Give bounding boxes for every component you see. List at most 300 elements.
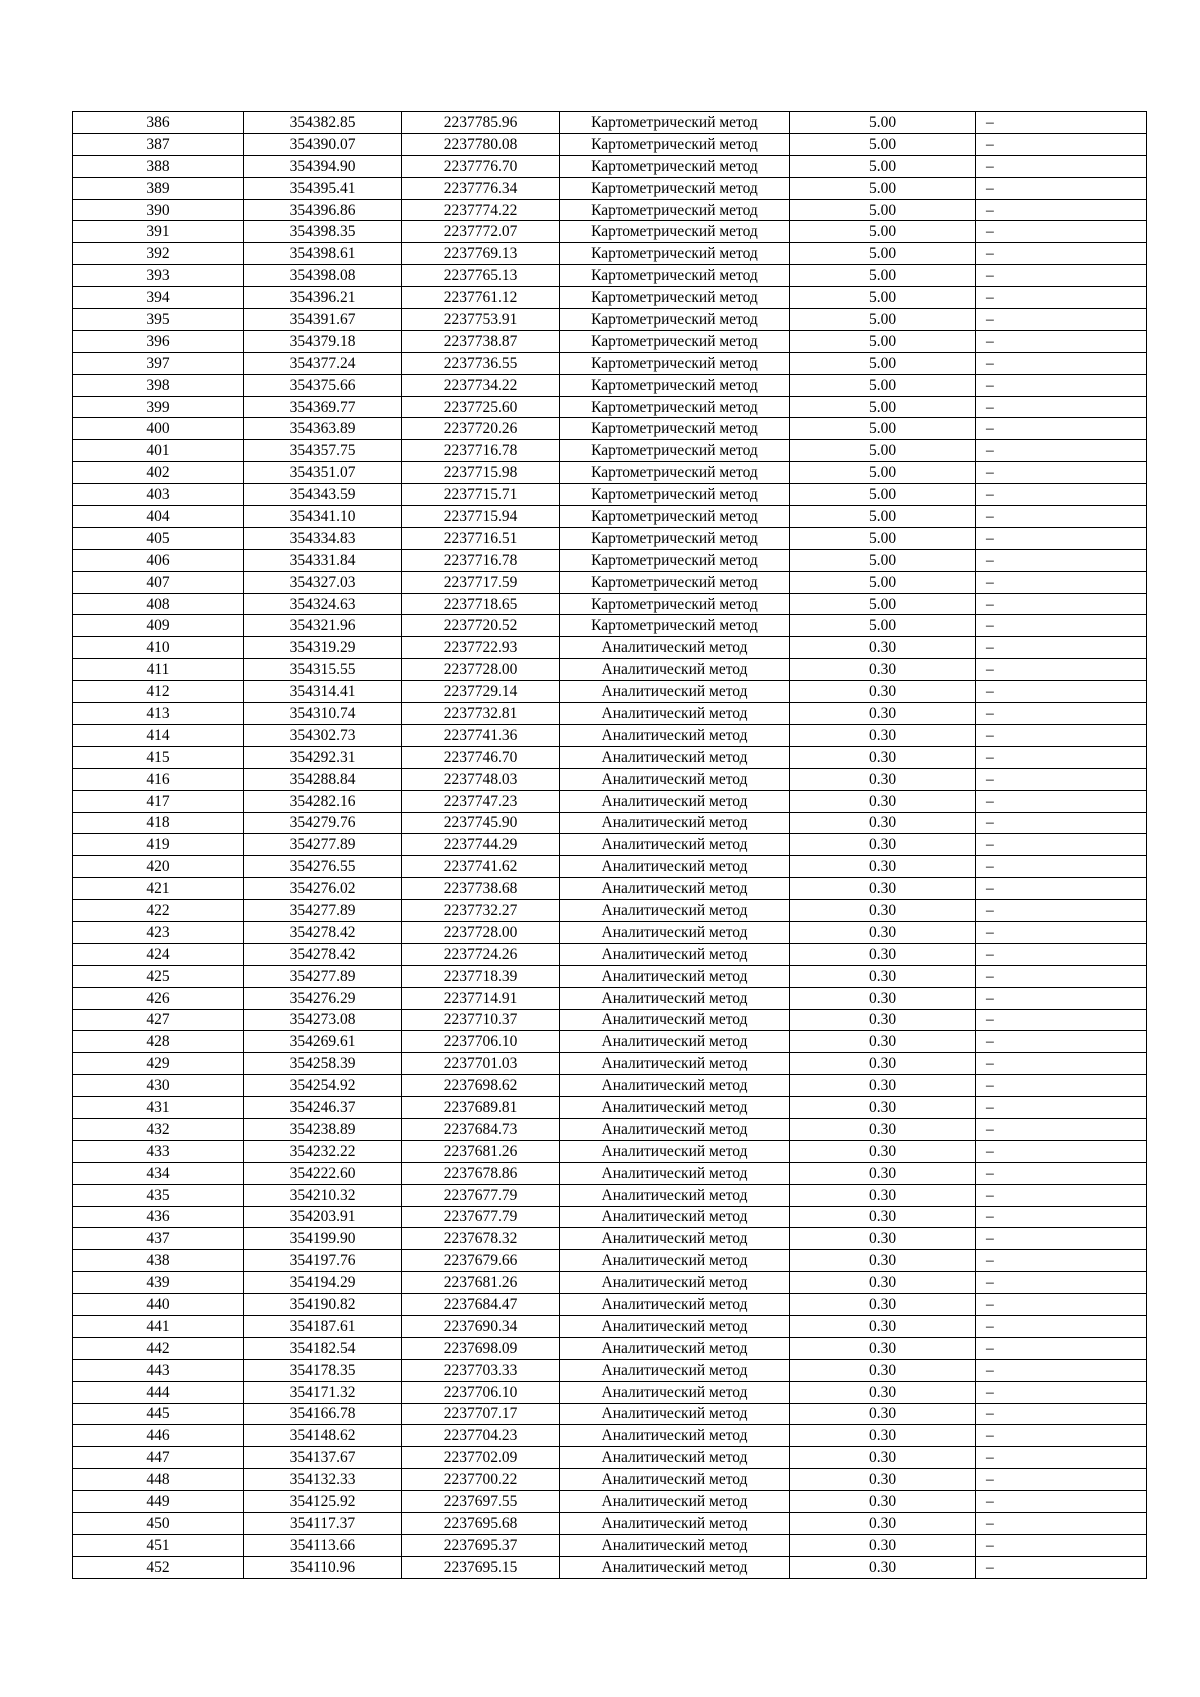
method-cell: Аналитический метод — [560, 1075, 790, 1097]
point-number-cell: 398 — [73, 374, 244, 396]
table-row — [73, 1469, 1147, 1491]
note-cell: – — [976, 1425, 1147, 1447]
method-cell: Картометрический метод — [560, 309, 790, 331]
y-coordinate-cell: 2237707.17 — [402, 1403, 560, 1425]
accuracy-cell: 0.30 — [790, 878, 976, 900]
method-cell: Аналитический метод — [560, 1491, 790, 1513]
point-number-cell: 422 — [73, 900, 244, 922]
method-cell: Аналитический метод — [560, 1403, 790, 1425]
accuracy-cell: 0.30 — [790, 790, 976, 812]
accuracy-cell: 0.30 — [790, 1097, 976, 1119]
x-coordinate-cell: 354232.22 — [244, 1140, 402, 1162]
table-row — [73, 878, 1147, 900]
accuracy-cell: 0.30 — [790, 1469, 976, 1491]
table-row — [73, 615, 1147, 637]
method-cell: Аналитический метод — [560, 1053, 790, 1075]
y-coordinate-cell: 2237732.81 — [402, 703, 560, 725]
method-cell: Картометрический метод — [560, 265, 790, 287]
accuracy-cell: 5.00 — [790, 309, 976, 331]
accuracy-cell: 5.00 — [790, 571, 976, 593]
note-cell: – — [976, 571, 1147, 593]
note-cell: – — [976, 221, 1147, 243]
accuracy-cell: 5.00 — [790, 243, 976, 265]
x-coordinate-cell: 354273.08 — [244, 1009, 402, 1031]
method-cell: Аналитический метод — [560, 1206, 790, 1228]
table-row — [73, 1556, 1147, 1578]
note-cell: – — [976, 462, 1147, 484]
y-coordinate-cell: 2237710.37 — [402, 1009, 560, 1031]
x-coordinate-cell: 354113.66 — [244, 1534, 402, 1556]
accuracy-cell: 0.30 — [790, 812, 976, 834]
table-row — [73, 155, 1147, 177]
x-coordinate-cell: 354319.29 — [244, 637, 402, 659]
accuracy-cell: 5.00 — [790, 462, 976, 484]
note-cell: – — [976, 921, 1147, 943]
method-cell: Аналитический метод — [560, 812, 790, 834]
y-coordinate-cell: 2237738.68 — [402, 878, 560, 900]
table-row — [73, 1381, 1147, 1403]
x-coordinate-cell: 354334.83 — [244, 527, 402, 549]
note-cell: – — [976, 1381, 1147, 1403]
note-cell: – — [976, 1031, 1147, 1053]
point-number-cell: 444 — [73, 1381, 244, 1403]
method-cell: Картометрический метод — [560, 352, 790, 374]
accuracy-cell: 0.30 — [790, 900, 976, 922]
accuracy-cell: 5.00 — [790, 549, 976, 571]
point-number-cell: 388 — [73, 155, 244, 177]
note-cell: – — [976, 177, 1147, 199]
point-number-cell: 420 — [73, 856, 244, 878]
x-coordinate-cell: 354125.92 — [244, 1491, 402, 1513]
x-coordinate-cell: 354277.89 — [244, 834, 402, 856]
point-number-cell: 418 — [73, 812, 244, 834]
note-cell: – — [976, 965, 1147, 987]
accuracy-cell: 0.30 — [790, 1162, 976, 1184]
point-number-cell: 429 — [73, 1053, 244, 1075]
y-coordinate-cell: 2237689.81 — [402, 1097, 560, 1119]
method-cell: Аналитический метод — [560, 1140, 790, 1162]
method-cell: Аналитический метод — [560, 965, 790, 987]
method-cell: Аналитический метод — [560, 1513, 790, 1535]
table-row — [73, 1118, 1147, 1140]
x-coordinate-cell: 354187.61 — [244, 1315, 402, 1337]
table-row — [73, 1228, 1147, 1250]
method-cell: Аналитический метод — [560, 790, 790, 812]
note-cell: – — [976, 309, 1147, 331]
method-cell: Картометрический метод — [560, 133, 790, 155]
y-coordinate-cell: 2237728.00 — [402, 921, 560, 943]
method-cell: Аналитический метод — [560, 1294, 790, 1316]
note-cell: – — [976, 1228, 1147, 1250]
table-row — [73, 681, 1147, 703]
note-cell: – — [976, 133, 1147, 155]
table-row — [73, 703, 1147, 725]
note-cell: – — [976, 1053, 1147, 1075]
note-cell: – — [976, 112, 1147, 134]
accuracy-cell: 5.00 — [790, 593, 976, 615]
x-coordinate-cell: 354310.74 — [244, 703, 402, 725]
point-number-cell: 433 — [73, 1140, 244, 1162]
y-coordinate-cell: 2237715.98 — [402, 462, 560, 484]
table-row — [73, 1534, 1147, 1556]
note-cell: – — [976, 1272, 1147, 1294]
table-row — [73, 265, 1147, 287]
point-number-cell: 436 — [73, 1206, 244, 1228]
point-number-cell: 394 — [73, 287, 244, 309]
x-coordinate-cell: 354277.89 — [244, 965, 402, 987]
method-cell: Аналитический метод — [560, 1097, 790, 1119]
y-coordinate-cell: 2237724.26 — [402, 943, 560, 965]
x-coordinate-cell: 354148.62 — [244, 1425, 402, 1447]
note-cell: – — [976, 1491, 1147, 1513]
method-cell: Аналитический метод — [560, 1031, 790, 1053]
table-row — [73, 1272, 1147, 1294]
note-cell: – — [976, 1250, 1147, 1272]
y-coordinate-cell: 2237729.14 — [402, 681, 560, 703]
note-cell: – — [976, 703, 1147, 725]
note-cell: – — [976, 352, 1147, 374]
x-coordinate-cell: 354199.90 — [244, 1228, 402, 1250]
method-cell: Аналитический метод — [560, 637, 790, 659]
point-number-cell: 393 — [73, 265, 244, 287]
note-cell: – — [976, 549, 1147, 571]
point-number-cell: 416 — [73, 768, 244, 790]
y-coordinate-cell: 2237738.87 — [402, 330, 560, 352]
y-coordinate-cell: 2237741.36 — [402, 724, 560, 746]
note-cell: – — [976, 1556, 1147, 1578]
y-coordinate-cell: 2237748.03 — [402, 768, 560, 790]
table-row — [73, 484, 1147, 506]
x-coordinate-cell: 354278.42 — [244, 943, 402, 965]
point-number-cell: 405 — [73, 527, 244, 549]
note-cell: – — [976, 1359, 1147, 1381]
point-number-cell: 452 — [73, 1556, 244, 1578]
table-row — [73, 1140, 1147, 1162]
table-row — [73, 1097, 1147, 1119]
table-row — [73, 659, 1147, 681]
accuracy-cell: 0.30 — [790, 1556, 976, 1578]
method-cell: Картометрический метод — [560, 112, 790, 134]
table-row — [73, 527, 1147, 549]
y-coordinate-cell: 2237765.13 — [402, 265, 560, 287]
point-number-cell: 443 — [73, 1359, 244, 1381]
point-number-cell: 406 — [73, 549, 244, 571]
x-coordinate-cell: 354315.55 — [244, 659, 402, 681]
table-row — [73, 330, 1147, 352]
accuracy-cell: 5.00 — [790, 396, 976, 418]
accuracy-cell: 0.30 — [790, 637, 976, 659]
accuracy-cell: 5.00 — [790, 506, 976, 528]
point-number-cell: 412 — [73, 681, 244, 703]
point-number-cell: 434 — [73, 1162, 244, 1184]
point-number-cell: 386 — [73, 112, 244, 134]
y-coordinate-cell: 2237681.26 — [402, 1140, 560, 1162]
note-cell: – — [976, 243, 1147, 265]
method-cell: Аналитический метод — [560, 987, 790, 1009]
x-coordinate-cell: 354343.59 — [244, 484, 402, 506]
x-coordinate-cell: 354194.29 — [244, 1272, 402, 1294]
x-coordinate-cell: 354351.07 — [244, 462, 402, 484]
note-cell: – — [976, 1403, 1147, 1425]
note-cell: – — [976, 1206, 1147, 1228]
table-row — [73, 1162, 1147, 1184]
table-row — [73, 724, 1147, 746]
point-number-cell: 446 — [73, 1425, 244, 1447]
note-cell: – — [976, 1534, 1147, 1556]
accuracy-cell: 0.30 — [790, 768, 976, 790]
point-number-cell: 442 — [73, 1337, 244, 1359]
note-cell: – — [976, 1469, 1147, 1491]
accuracy-cell: 5.00 — [790, 133, 976, 155]
y-coordinate-cell: 2237701.03 — [402, 1053, 560, 1075]
y-coordinate-cell: 2237703.33 — [402, 1359, 560, 1381]
note-cell: – — [976, 1337, 1147, 1359]
accuracy-cell: 5.00 — [790, 199, 976, 221]
method-cell: Картометрический метод — [560, 484, 790, 506]
accuracy-cell: 0.30 — [790, 1534, 976, 1556]
y-coordinate-cell: 2237677.79 — [402, 1206, 560, 1228]
accuracy-cell: 0.30 — [790, 921, 976, 943]
table-row — [73, 790, 1147, 812]
y-coordinate-cell: 2237704.23 — [402, 1425, 560, 1447]
point-number-cell: 410 — [73, 637, 244, 659]
table-row — [73, 1031, 1147, 1053]
accuracy-cell: 5.00 — [790, 177, 976, 199]
x-coordinate-cell: 354341.10 — [244, 506, 402, 528]
accuracy-cell: 0.30 — [790, 1491, 976, 1513]
point-number-cell: 411 — [73, 659, 244, 681]
method-cell: Аналитический метод — [560, 1009, 790, 1031]
y-coordinate-cell: 2237776.34 — [402, 177, 560, 199]
x-coordinate-cell: 354258.39 — [244, 1053, 402, 1075]
x-coordinate-cell: 354246.37 — [244, 1097, 402, 1119]
point-number-cell: 403 — [73, 484, 244, 506]
note-cell: – — [976, 615, 1147, 637]
point-number-cell: 449 — [73, 1491, 244, 1513]
point-number-cell: 408 — [73, 593, 244, 615]
x-coordinate-cell: 354190.82 — [244, 1294, 402, 1316]
note-cell: – — [976, 155, 1147, 177]
point-number-cell: 450 — [73, 1513, 244, 1535]
accuracy-cell: 0.30 — [790, 1031, 976, 1053]
method-cell: Аналитический метод — [560, 703, 790, 725]
y-coordinate-cell: 2237741.62 — [402, 856, 560, 878]
x-coordinate-cell: 354377.24 — [244, 352, 402, 374]
table-row — [73, 418, 1147, 440]
y-coordinate-cell: 2237697.55 — [402, 1491, 560, 1513]
note-cell: – — [976, 1075, 1147, 1097]
point-number-cell: 445 — [73, 1403, 244, 1425]
method-cell: Картометрический метод — [560, 527, 790, 549]
x-coordinate-cell: 354238.89 — [244, 1118, 402, 1140]
method-cell: Картометрический метод — [560, 330, 790, 352]
note-cell: – — [976, 330, 1147, 352]
x-coordinate-cell: 354282.16 — [244, 790, 402, 812]
method-cell: Картометрический метод — [560, 243, 790, 265]
y-coordinate-cell: 2237681.26 — [402, 1272, 560, 1294]
point-number-cell: 402 — [73, 462, 244, 484]
note-cell: – — [976, 1294, 1147, 1316]
method-cell: Картометрический метод — [560, 549, 790, 571]
accuracy-cell: 0.30 — [790, 1075, 976, 1097]
method-cell: Аналитический метод — [560, 834, 790, 856]
table-row — [73, 309, 1147, 331]
accuracy-cell: 5.00 — [790, 527, 976, 549]
accuracy-cell: 5.00 — [790, 374, 976, 396]
accuracy-cell: 0.30 — [790, 1337, 976, 1359]
y-coordinate-cell: 2237684.47 — [402, 1294, 560, 1316]
method-cell: Аналитический метод — [560, 1359, 790, 1381]
x-coordinate-cell: 354302.73 — [244, 724, 402, 746]
method-cell: Аналитический метод — [560, 1315, 790, 1337]
x-coordinate-cell: 354279.76 — [244, 812, 402, 834]
table-row — [73, 571, 1147, 593]
accuracy-cell: 0.30 — [790, 659, 976, 681]
y-coordinate-cell: 2237695.37 — [402, 1534, 560, 1556]
accuracy-cell: 0.30 — [790, 1381, 976, 1403]
note-cell: – — [976, 593, 1147, 615]
accuracy-cell: 0.30 — [790, 1140, 976, 1162]
x-coordinate-cell: 354278.42 — [244, 921, 402, 943]
x-coordinate-cell: 354292.31 — [244, 746, 402, 768]
y-coordinate-cell: 2237722.93 — [402, 637, 560, 659]
point-number-cell: 425 — [73, 965, 244, 987]
x-coordinate-cell: 354203.91 — [244, 1206, 402, 1228]
note-cell: – — [976, 1162, 1147, 1184]
x-coordinate-cell: 354395.41 — [244, 177, 402, 199]
x-coordinate-cell: 354166.78 — [244, 1403, 402, 1425]
accuracy-cell: 0.30 — [790, 1009, 976, 1031]
accuracy-cell: 5.00 — [790, 615, 976, 637]
table-row — [73, 352, 1147, 374]
point-number-cell: 431 — [73, 1097, 244, 1119]
method-cell: Аналитический метод — [560, 943, 790, 965]
method-cell: Аналитический метод — [560, 1447, 790, 1469]
accuracy-cell: 5.00 — [790, 352, 976, 374]
point-number-cell: 389 — [73, 177, 244, 199]
point-number-cell: 424 — [73, 943, 244, 965]
method-cell: Аналитический метод — [560, 900, 790, 922]
table-row — [73, 987, 1147, 1009]
x-coordinate-cell: 354117.37 — [244, 1513, 402, 1535]
y-coordinate-cell: 2237776.70 — [402, 155, 560, 177]
table-row — [73, 746, 1147, 768]
accuracy-cell: 0.30 — [790, 1184, 976, 1206]
y-coordinate-cell: 2237734.22 — [402, 374, 560, 396]
point-number-cell: 413 — [73, 703, 244, 725]
x-coordinate-cell: 354254.92 — [244, 1075, 402, 1097]
table-row — [73, 462, 1147, 484]
accuracy-cell: 0.30 — [790, 681, 976, 703]
y-coordinate-cell: 2237695.68 — [402, 1513, 560, 1535]
table-row — [73, 112, 1147, 134]
x-coordinate-cell: 354222.60 — [244, 1162, 402, 1184]
x-coordinate-cell: 354276.55 — [244, 856, 402, 878]
table-row — [73, 1075, 1147, 1097]
point-number-cell: 401 — [73, 440, 244, 462]
point-number-cell: 448 — [73, 1469, 244, 1491]
x-coordinate-cell: 354324.63 — [244, 593, 402, 615]
point-number-cell: 447 — [73, 1447, 244, 1469]
point-number-cell: 392 — [73, 243, 244, 265]
y-coordinate-cell: 2237772.07 — [402, 221, 560, 243]
x-coordinate-cell: 354375.66 — [244, 374, 402, 396]
table-row — [73, 177, 1147, 199]
y-coordinate-cell: 2237717.59 — [402, 571, 560, 593]
method-cell: Аналитический метод — [560, 1469, 790, 1491]
note-cell: – — [976, 1315, 1147, 1337]
method-cell: Аналитический метод — [560, 921, 790, 943]
method-cell: Аналитический метод — [560, 724, 790, 746]
note-cell: – — [976, 1009, 1147, 1031]
accuracy-cell: 0.30 — [790, 1513, 976, 1535]
table-row — [73, 1359, 1147, 1381]
table-row — [73, 812, 1147, 834]
point-number-cell: 437 — [73, 1228, 244, 1250]
point-number-cell: 419 — [73, 834, 244, 856]
y-coordinate-cell: 2237718.39 — [402, 965, 560, 987]
note-cell: – — [976, 440, 1147, 462]
coordinates-table — [72, 111, 1147, 1579]
y-coordinate-cell: 2237716.51 — [402, 527, 560, 549]
table-row — [73, 549, 1147, 571]
x-coordinate-cell: 354327.03 — [244, 571, 402, 593]
table-row — [73, 1513, 1147, 1535]
table-row — [73, 1009, 1147, 1031]
accuracy-cell: 0.30 — [790, 856, 976, 878]
y-coordinate-cell: 2237698.62 — [402, 1075, 560, 1097]
table-row — [73, 221, 1147, 243]
note-cell: – — [976, 724, 1147, 746]
accuracy-cell: 0.30 — [790, 965, 976, 987]
x-coordinate-cell: 354331.84 — [244, 549, 402, 571]
accuracy-cell: 0.30 — [790, 1206, 976, 1228]
note-cell: – — [976, 987, 1147, 1009]
method-cell: Аналитический метод — [560, 1425, 790, 1447]
accuracy-cell: 0.30 — [790, 1294, 976, 1316]
method-cell: Аналитический метод — [560, 1534, 790, 1556]
y-coordinate-cell: 2237678.86 — [402, 1162, 560, 1184]
y-coordinate-cell: 2237716.78 — [402, 440, 560, 462]
note-cell: – — [976, 943, 1147, 965]
y-coordinate-cell: 2237698.09 — [402, 1337, 560, 1359]
point-number-cell: 404 — [73, 506, 244, 528]
point-number-cell: 417 — [73, 790, 244, 812]
accuracy-cell: 0.30 — [790, 746, 976, 768]
method-cell: Картометрический метод — [560, 374, 790, 396]
accuracy-cell: 0.30 — [790, 1315, 976, 1337]
point-number-cell: 391 — [73, 221, 244, 243]
table-row — [73, 243, 1147, 265]
x-coordinate-cell: 354314.41 — [244, 681, 402, 703]
point-number-cell: 397 — [73, 352, 244, 374]
method-cell: Картометрический метод — [560, 615, 790, 637]
method-cell: Аналитический метод — [560, 1118, 790, 1140]
y-coordinate-cell: 2237747.23 — [402, 790, 560, 812]
x-coordinate-cell: 354321.96 — [244, 615, 402, 637]
accuracy-cell: 0.30 — [790, 1228, 976, 1250]
point-number-cell: 423 — [73, 921, 244, 943]
accuracy-cell: 0.30 — [790, 1118, 976, 1140]
x-coordinate-cell: 354110.96 — [244, 1556, 402, 1578]
x-coordinate-cell: 354379.18 — [244, 330, 402, 352]
x-coordinate-cell: 354210.32 — [244, 1184, 402, 1206]
x-coordinate-cell: 354197.76 — [244, 1250, 402, 1272]
y-coordinate-cell: 2237678.32 — [402, 1228, 560, 1250]
y-coordinate-cell: 2237716.78 — [402, 549, 560, 571]
x-coordinate-cell: 354398.61 — [244, 243, 402, 265]
accuracy-cell: 0.30 — [790, 943, 976, 965]
